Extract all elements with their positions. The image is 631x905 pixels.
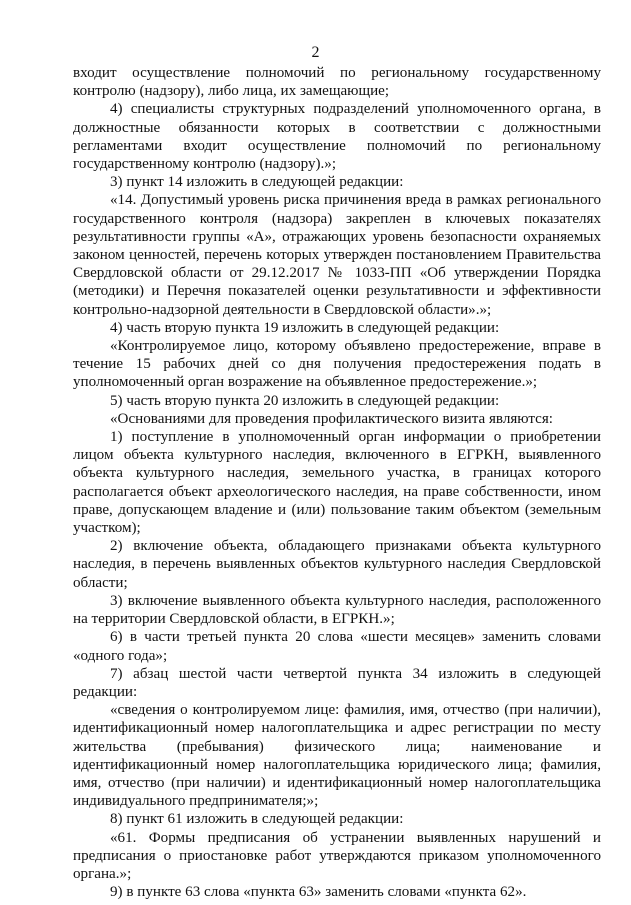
paragraph: 6) в части третьей пункта 20 слова «шести месяцев» заменить словами «одного года»; <box>73 629 601 664</box>
paragraph: 4) часть вторую пункта 19 изложить в следующей редакции: <box>110 319 500 336</box>
paragraph: 8) пункт 61 изложить в следующей редакции: <box>110 811 404 828</box>
paragraph: «14. Допустимый уровень риска причинения вреда в рамках регионального государственного контроля (надзора) закреплен в ключевых показателях результативности группы «А», отражающих уровень безопасности охраняемых законом ценностей, перечень которых утвержден постановлением Правительства Свердловской области от 29.12.2017 № 1033-ПП «Об утверждении Порядка (методики) и Перечня показателей оценки результативности и эффективности контрольно-надзорной деятельности в Свердловской области».»; <box>73 192 601 318</box>
paragraph: 4) специалисты структурных подразделений уполномоченного органа, в должностные обязанности которых в соответствии с должностными регламентами входит осуществление полномочий по региональному государственному контролю (надзору).»; <box>73 101 601 173</box>
paragraph: «61. Формы предписания об устранении выявленных нарушений и предписания о приостановке работ утверждаются приказом уполномоченного органа.»; <box>73 829 601 882</box>
paragraph: 7) абзац шестой части четвертой пункта 34 изложить в следующей редакции: <box>73 665 601 700</box>
paragraph: 2) включение объекта, обладающего признаками объекта культурного наследия, в перечень выявленных объектов культурного наследия Свердловской области; <box>73 538 601 591</box>
page-number: 2 <box>311 44 320 61</box>
document-body <box>73 64 601 901</box>
paragraph: входит осуществление полномочий по региональному государственному контролю (надзору), либо лица, их замещающие; <box>73 65 601 100</box>
paragraph: 5) часть вторую пункта 20 изложить в следующей редакции: <box>110 392 500 409</box>
paragraph: «Основаниями для проведения профилактического визита являются: <box>110 410 554 427</box>
paragraph: 3) пункт 14 изложить в следующей редакции: <box>110 174 404 191</box>
paragraph: 9) в пункте 63 слова «пункта 63» заменить словами «пункта 62». <box>110 884 527 901</box>
paragraph: «Контролируемое лицо, которому объявлено предостережение, вправе в течение 15 рабочих дней со дня получения предостережения подать в уполномоченный орган возражение на объявленное предостережение.»; <box>73 338 601 391</box>
paragraph: «сведения о контролируемом лице: фамилия, имя, отчество (при наличии), идентификационный номер налогоплательщика и адрес регистрации по месту жительства (пребывания) физического лица; наименование и идентификационный номер налогоплательщика юридического лица; фамилия, имя, отчество (при наличии) и идентификационный номер налогоплательщика индивидуального предпринимателя;»; <box>73 702 601 810</box>
paragraph: 1) поступление в уполномоченный орган информации о приобретении лицом объекта культурного наследия, включенного в ЕГРКН, выявленного объекта культурного наследия, земельного участка, в границах которого располагается объект археологического наследия, на праве собственности, ином праве, допускающем владение и (или) пользование таким объектом (земельным участком); <box>73 429 601 537</box>
paragraph: 3) включение выявленного объекта культурного наследия, расположенного на территории Свердловской области, в ЕГРКН.»; <box>73 592 601 628</box>
